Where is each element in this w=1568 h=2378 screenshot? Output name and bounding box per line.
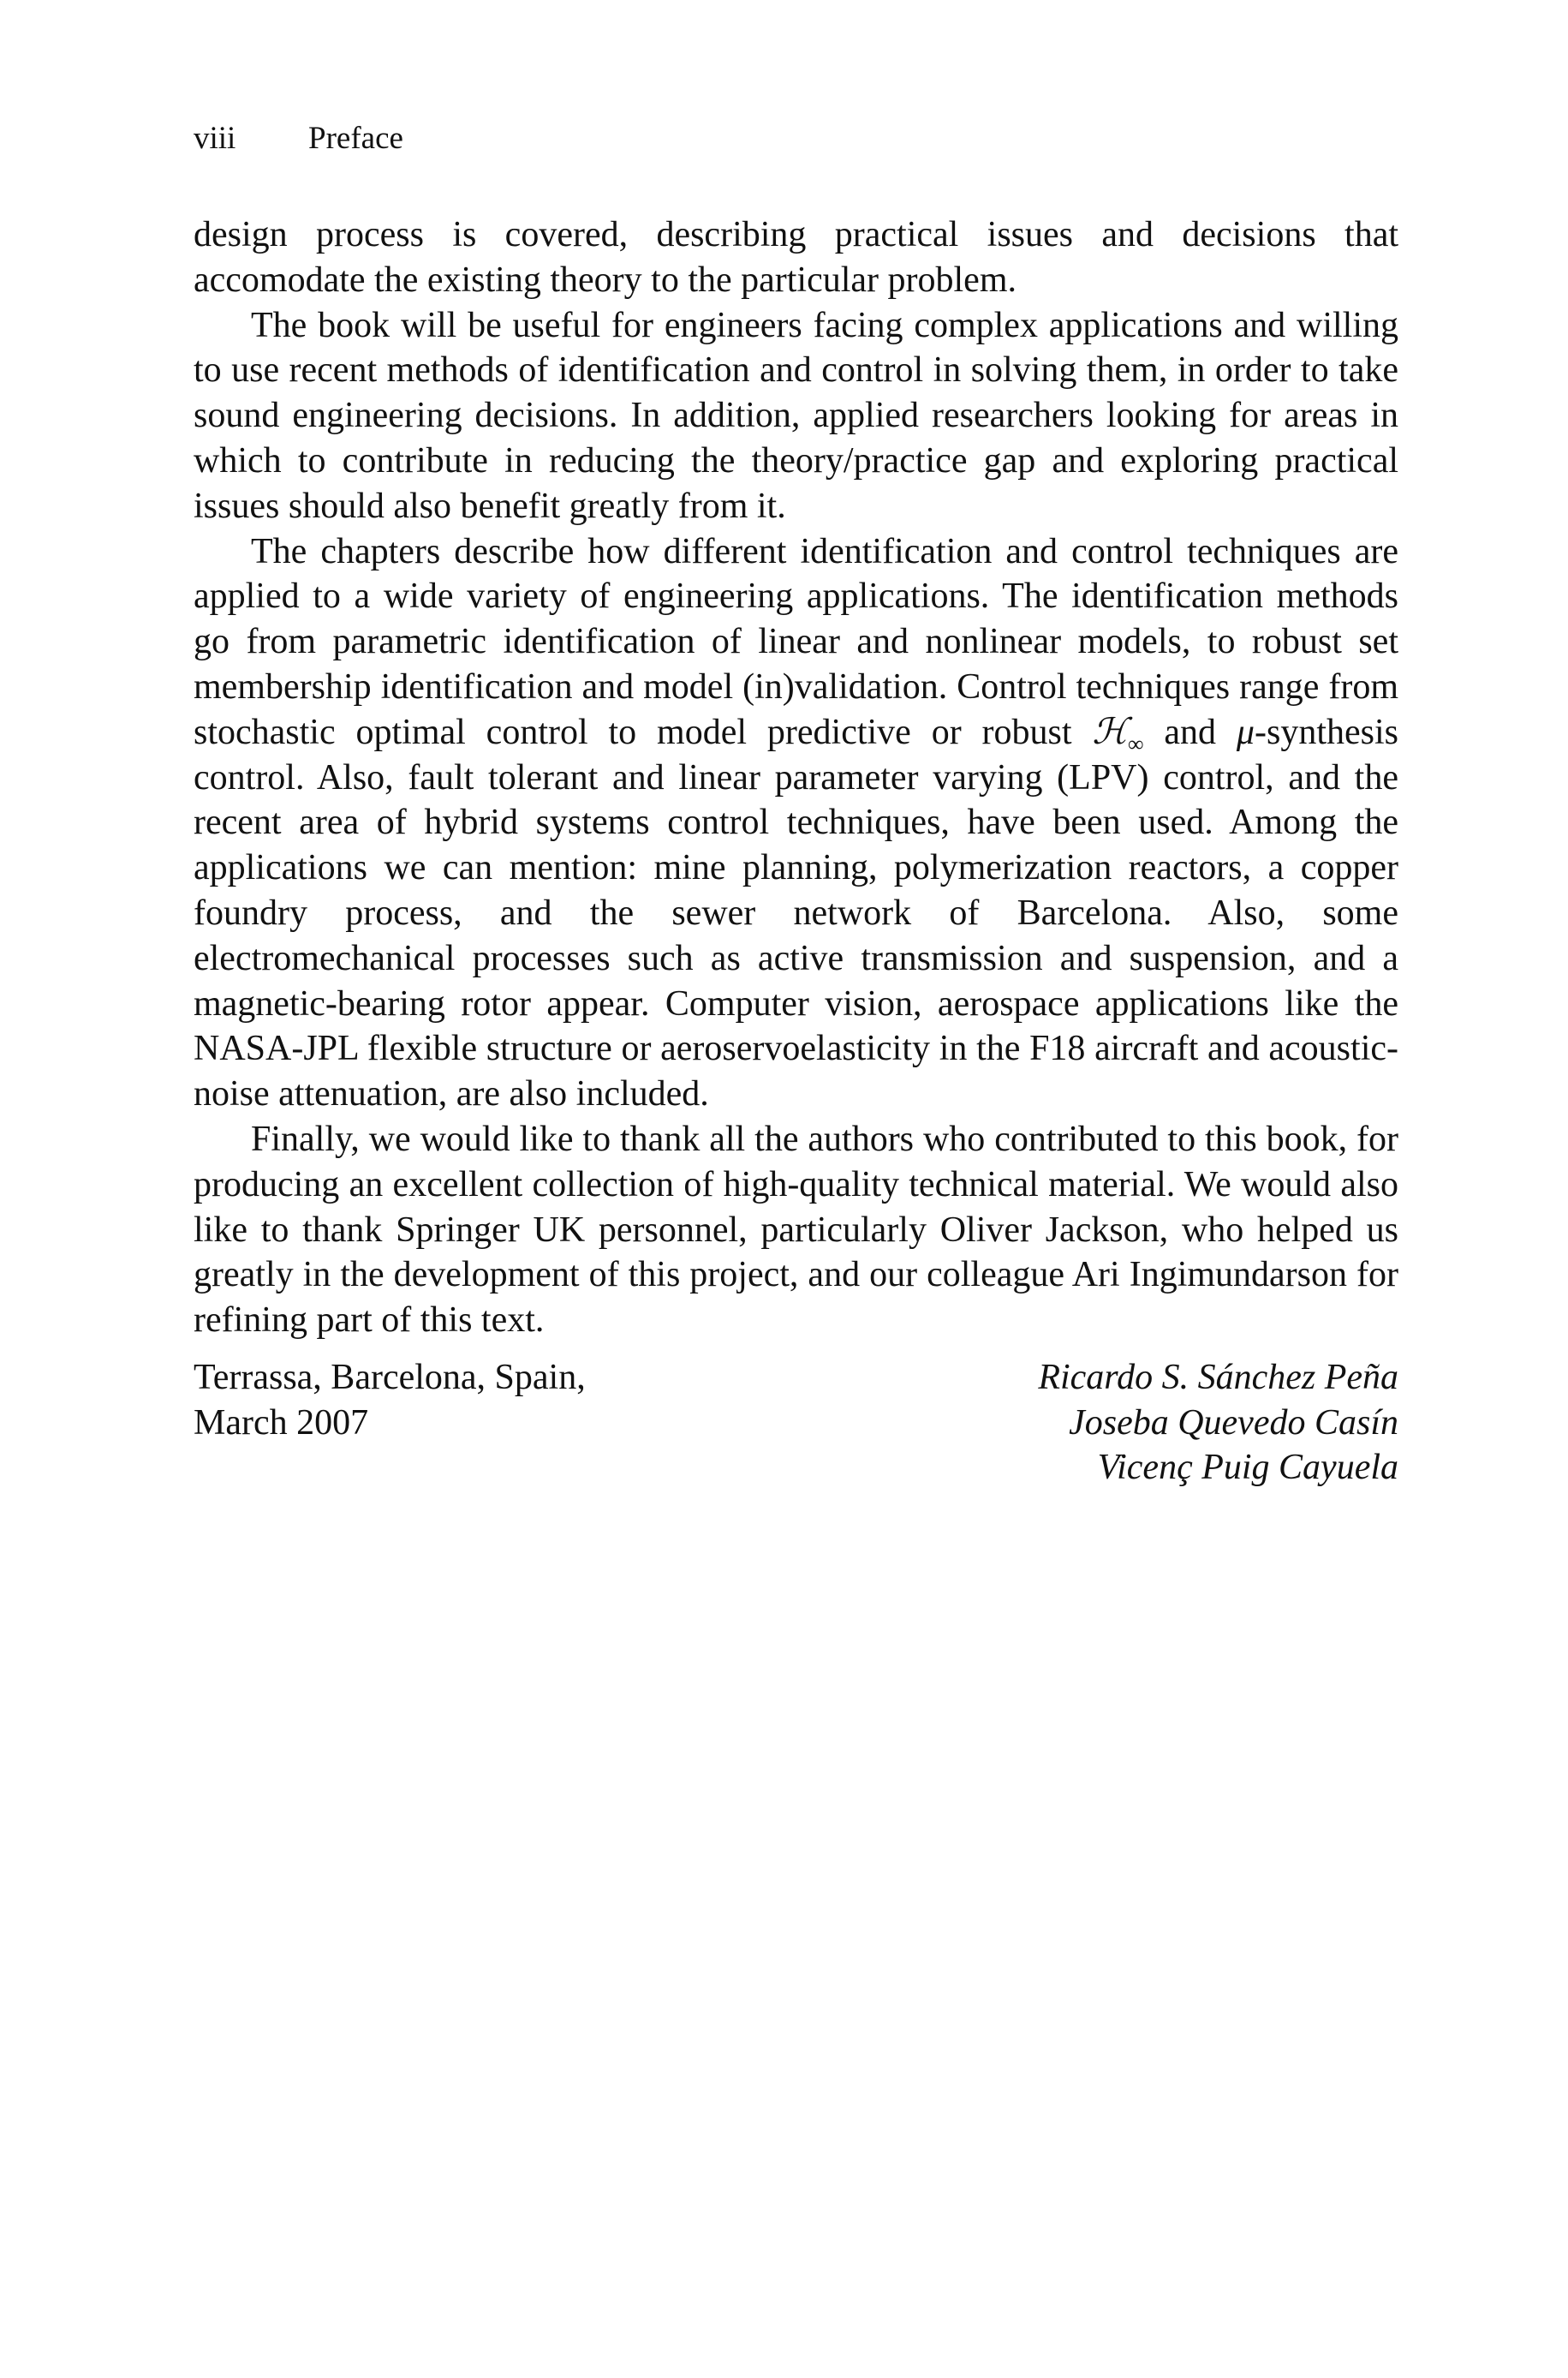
signoff-date: March 2007	[194, 1402, 369, 1443]
h-symbol: ℋ	[1092, 712, 1128, 752]
paragraph-1: design process is covered, describing practical issues and decisions that accomodate the existing theory to the particular problem.	[194, 215, 1398, 300]
author-name: Ricardo S. Sánchez Peña	[1038, 1358, 1398, 1397]
page-number: viii	[194, 121, 236, 156]
signoff-place: Terrassa, Barcelona, Spain,	[194, 1358, 586, 1397]
infinity-subscript: ∞	[1127, 731, 1144, 756]
mu-symbol: μ	[1236, 712, 1255, 752]
preface-body	[194, 212, 1398, 1343]
book-page	[194, 115, 1398, 1343]
author-name: Joseba Quevedo Casín	[1069, 1402, 1398, 1443]
paragraph-2: The book will be useful for engineers facing complex applications and willing to use recent methods of identification and control in solving them, in order to take sound engineering decisions. In addition, applied researchers looking for areas in which to contribute in reducing the theory/practice gap and exploring practical issues should also benefit greatly from it.	[194, 305, 1398, 526]
paragraph-4: Finally, we would like to thank all the authors who contributed to this book, for producing an excellent collection of high-quality technical material. We would also like to thank Springer UK personnel, particularly Oliver Jackson, who helped us greatly in the development of this project, and our colleague Ari Ingimundarson for refining part of this text.	[194, 1119, 1398, 1341]
paragraph-3-text-b: -synthesis control. Also, fault tolerant and linear parameter varying (LPV) control, and the recent area of hybrid systems control techniques, have been used. Among the applications we can mention: mine planning, polymerization reactors, a copper foundry process, and the sewer network of Barcelona. Also, some electromechanical processes such as active transmission and suspension, and a magnetic-bearing rotor appear. Computer vision, aerospace applications like the NASA-JPL flexible structure or aeroservoelasticity in the F18 aircraft and acoustic-noise attenuation, are also included.	[194, 712, 1398, 1114]
h-infinity-symbol	[1092, 712, 1144, 756]
paragraph-3-text-a: The chapters describe how different identification and control techniques are applied to a wide variety of engineering applications. The identification methods go from parametric identification of linear and nonlinear models, to robust set membership identification and model (in)validation. Control techniques range from stochastic optimal control to model predictive or robust	[194, 531, 1398, 752]
place-date	[194, 1355, 586, 1445]
paragraph-3	[194, 529, 1398, 1117]
author-list	[1038, 1355, 1398, 1491]
section-title: Preface	[308, 121, 403, 156]
author-name: Vicenç Puig Cayuela	[1097, 1448, 1398, 1487]
paragraph-3-and: and	[1143, 712, 1237, 752]
running-head	[194, 115, 1398, 163]
